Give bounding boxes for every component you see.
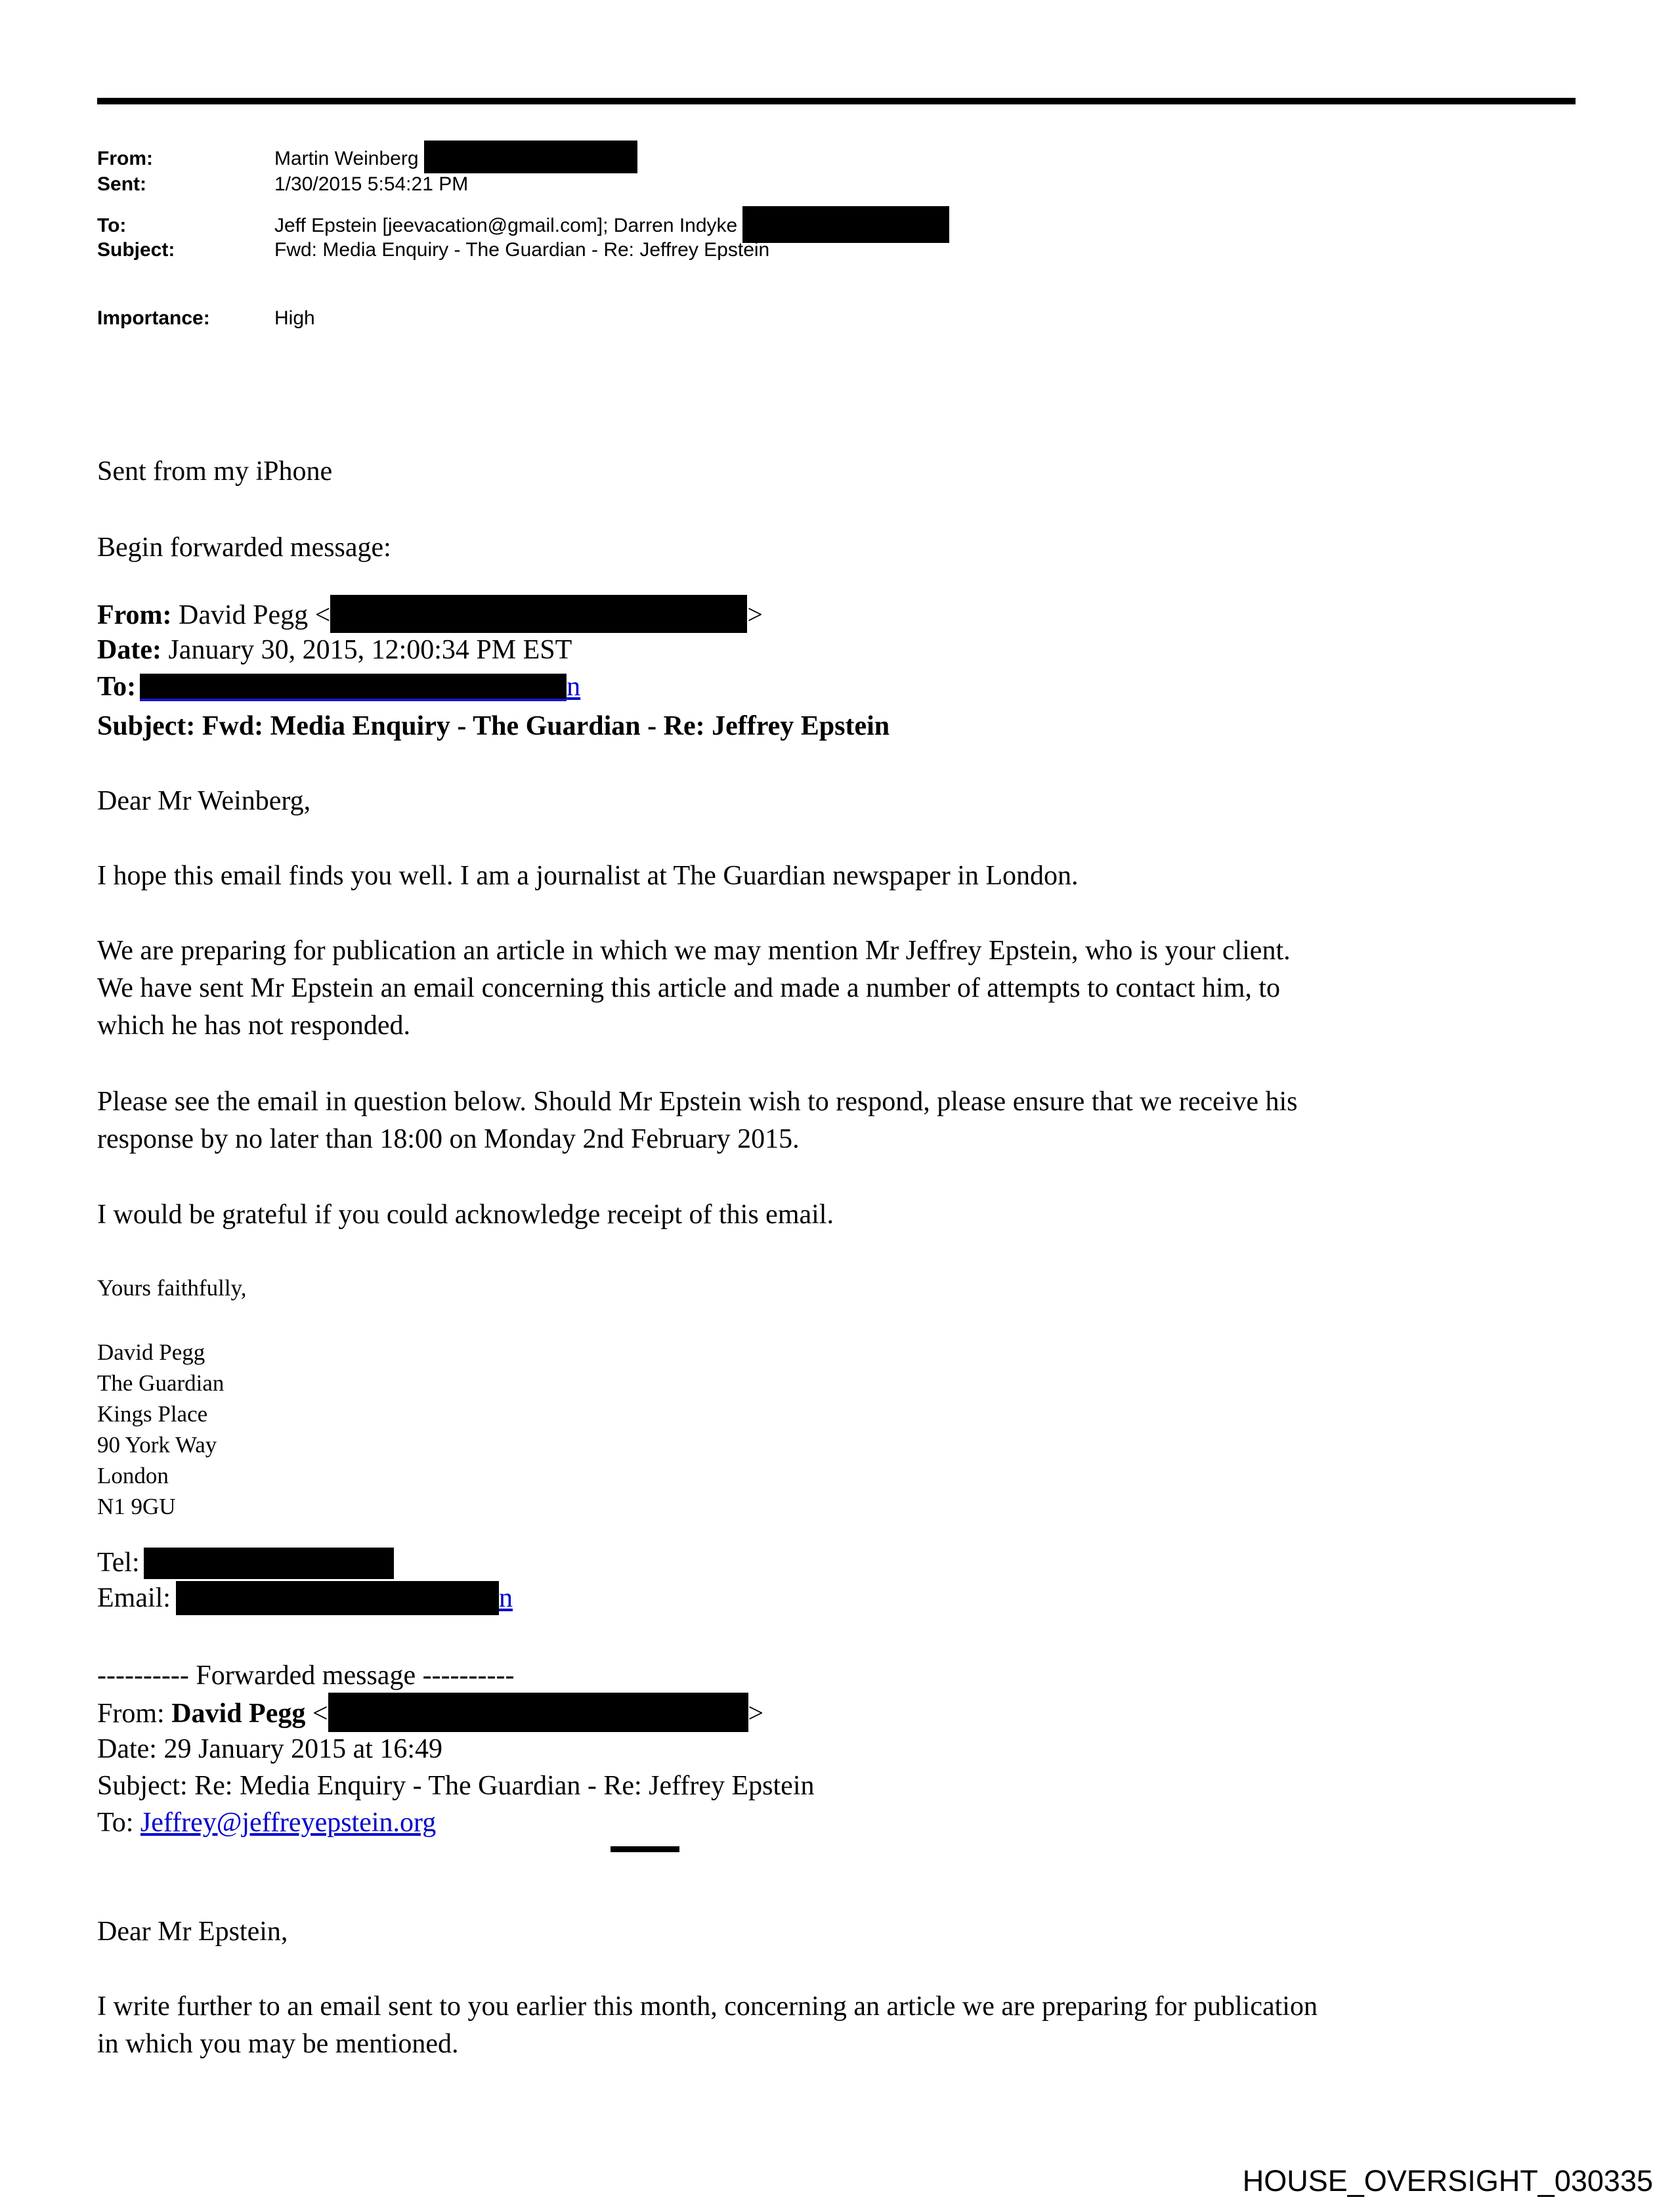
paragraph-3-line: response by no later than 18:00 on Monday 2nd February 2015. (97, 1124, 800, 1154)
paragraph-3-line: Please see the email in question below. Should Mr Epstein wish to respond, please ensure that we receive his (97, 1087, 1298, 1117)
bates-number: HOUSE_OVERSIGHT_030335 (1242, 2164, 1653, 2198)
sent-from-iphone: Sent from my iPhone (97, 456, 333, 487)
tel-row (97, 1544, 394, 1582)
closing: Yours faithfully, (97, 1275, 247, 1301)
email-link-remnant: n (498, 1583, 513, 1613)
begin-forwarded-message: Begin forwarded message: (97, 532, 391, 563)
subject-value: Fwd: Media Enquiry - The Guardian - Re: Jeffrey Epstein (274, 239, 770, 261)
salutation-weinberg: Dear Mr Weinberg, (97, 786, 311, 816)
paragraph-4: I would be grateful if you could acknowledge receipt of this email. (97, 1200, 834, 1230)
fwd1-date-label: Date: (97, 635, 161, 665)
signature-building: Kings Place (97, 1401, 208, 1427)
fwd1-from-close: > (747, 600, 763, 630)
signature-city: London (97, 1463, 169, 1488)
fwd2-to-label: To: (97, 1808, 140, 1838)
fwd1-to-label: To: (97, 672, 137, 702)
paragraph-3 (97, 1083, 1298, 1158)
from-value: Martin Weinberg (274, 148, 419, 169)
fwd2-row-to (97, 1804, 436, 1842)
redaction-bar-fwd1-to (140, 674, 567, 701)
fwd2-from-label: From: (97, 1699, 172, 1729)
email-row (97, 1580, 513, 1617)
signature-name: David Pegg (97, 1339, 205, 1365)
redaction-bar-to (742, 206, 949, 243)
header-divider-rule (97, 98, 1576, 104)
paragraph-2-line: We have sent Mr Epstein an email concerning this article and made a number of attempts to contact him, to (97, 973, 1281, 1003)
header-row-subject (97, 239, 769, 261)
forwarded-message-divider: ---------- Forwarded message ---------- (97, 1660, 515, 1691)
importance-value: High (274, 307, 315, 329)
fwd1-row-to (97, 668, 580, 706)
fwd2-from-open: < (305, 1699, 328, 1729)
tel-label: Tel: (97, 1548, 140, 1578)
salutation-epstein: Dear Mr Epstein, (97, 1917, 288, 1947)
fwd2-row-from (97, 1693, 763, 1733)
redaction-dash-artifact (611, 1846, 679, 1852)
redaction-bar-email (176, 1581, 499, 1615)
signature-postcode: N1 9GU (97, 1494, 176, 1519)
paragraph-2-line: which he has not responded. (97, 1010, 411, 1041)
signature-org: The Guardian (97, 1370, 225, 1396)
fwd1-date-value: January 30, 2015, 12:00:34 PM EST (168, 635, 572, 665)
paragraph-5-line: in which you may be mentioned. (97, 2029, 459, 2059)
subject-label: Subject: (97, 239, 175, 261)
to-label: To: (97, 215, 127, 236)
header-row-sent (97, 173, 468, 196)
email-label: Email: (97, 1583, 171, 1613)
fwd1-row-date (97, 632, 572, 669)
redaction-bar-fwd1-from (330, 595, 747, 633)
fwd1-to-link-remnant: n (567, 672, 581, 702)
redaction-bar-tel (144, 1548, 394, 1579)
fwd2-row-subject: Subject: Re: Media Enquiry - The Guardian - Re: Jeffrey Epstein (97, 1771, 815, 1801)
paragraph-5-line: I write further to an email sent to you earlier this month, concerning an article we are preparing for publication (97, 1991, 1318, 2022)
paragraph-2-line: We are preparing for publication an article in which we may mention Mr Jeffrey Epstein, who is your client. (97, 936, 1291, 966)
sent-label: Sent: (97, 173, 146, 195)
fwd1-from-name: David Pegg < (179, 600, 331, 630)
fwd2-row-date: Date: 29 January 2015 at 16:49 (97, 1734, 443, 1764)
paragraph-1: I hope this email finds you well. I am a journalist at The Guardian newspaper in London. (97, 861, 1079, 891)
from-label: From: (97, 148, 153, 169)
importance-label: Importance: (97, 307, 210, 329)
sent-value: 1/30/2015 5:54:21 PM (274, 173, 469, 195)
header-row-from (97, 141, 637, 173)
header-row-importance (97, 307, 315, 330)
redaction-bar-from (424, 141, 637, 173)
signature-block (97, 1337, 224, 1522)
fwd1-row-from (97, 595, 763, 634)
fwd2-from-name: David Pegg (171, 1699, 306, 1729)
fwd2-from-close: > (748, 1699, 764, 1729)
signature-street: 90 York Way (97, 1432, 217, 1458)
fwd1-from-label: From: (97, 600, 172, 630)
to-value: Jeff Epstein [jeevacation@gmail.com]; Darren Indyke (274, 215, 738, 236)
paragraph-5 (97, 1988, 1318, 2063)
fwd1-row-subject: Subject: Fwd: Media Enquiry - The Guardian - Re: Jeffrey Epstein (97, 711, 890, 741)
redaction-bar-fwd2-from (328, 1693, 748, 1732)
epstein-email-link[interactable]: Jeffrey@jeffreyepstein.org (140, 1808, 437, 1838)
paragraph-2 (97, 932, 1291, 1045)
header-row-to (97, 206, 949, 243)
